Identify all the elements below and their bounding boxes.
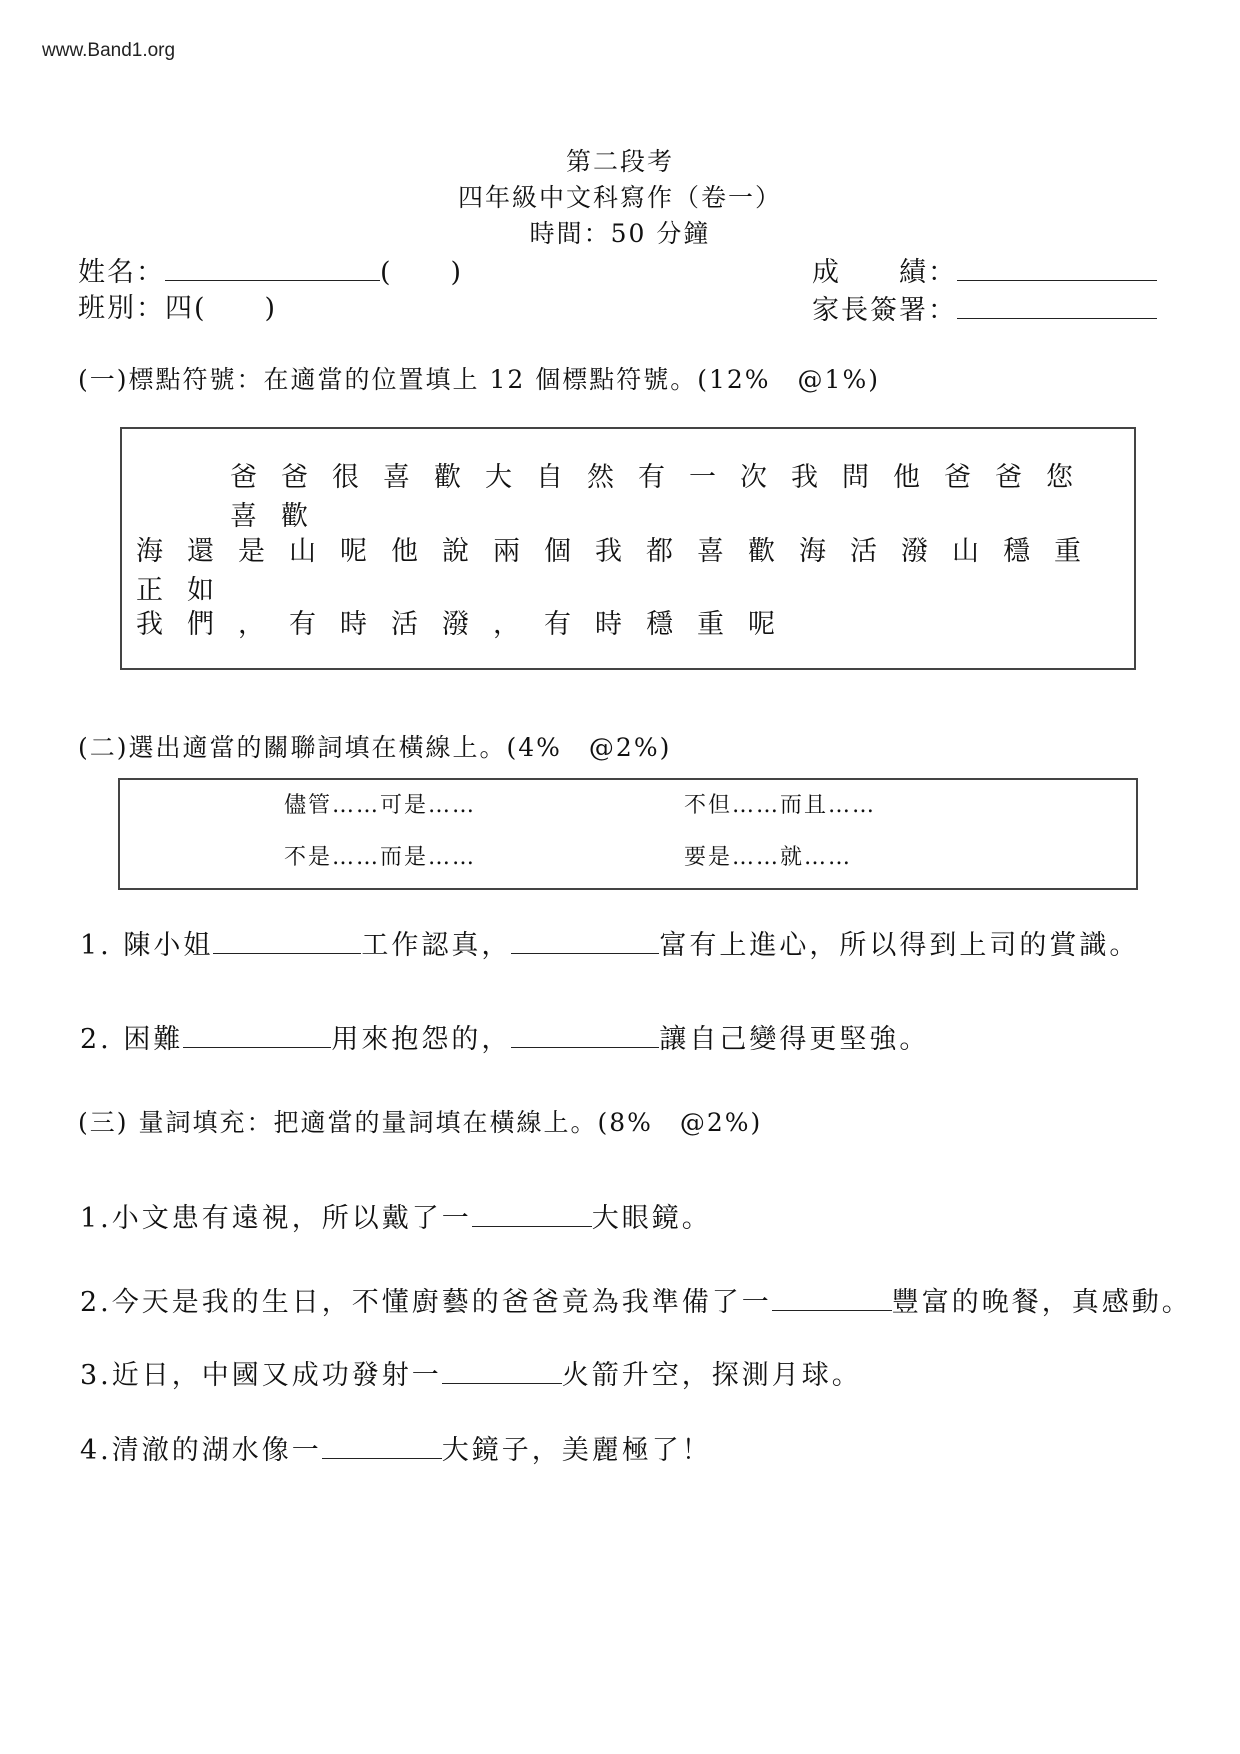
name-field[interactable] (165, 260, 380, 281)
class-label: 班別：四( ) (78, 293, 278, 324)
question-text: 火箭升空，探測月球。 (561, 1360, 862, 1391)
score-row (812, 250, 1157, 289)
answer-blank[interactable] (511, 1025, 659, 1048)
subject-title: 四年級中文科寫作（卷一） (457, 183, 782, 212)
exam-title: 第二段考 (565, 147, 674, 176)
answer-blank[interactable] (772, 1288, 892, 1311)
section2-question-2 (80, 1017, 929, 1056)
section3-question-1 (80, 1196, 712, 1235)
question-text: 2.今天是我的生日，不懂廚藝的爸爸竟為我準備了一 (80, 1287, 772, 1318)
name-label: 姓名： (78, 257, 165, 288)
question-text: 4.清澈的湖水像一 (80, 1435, 322, 1466)
conjunction-options-box (118, 778, 1138, 890)
question-text: 富有上進心，所以得到上司的賞識。 (659, 930, 1140, 961)
answer-blank[interactable] (442, 1361, 562, 1384)
question-text: 工作認真， (361, 930, 512, 961)
answer-blank[interactable] (472, 1204, 592, 1227)
section3-question-4 (80, 1428, 712, 1467)
passage-line: 海還是山呢他說兩個我都喜歡海活潑山穩重正如 (136, 536, 1105, 606)
name-row (78, 250, 463, 289)
question-text: 大鏡子，美麗極了！ (441, 1435, 712, 1466)
conjunction-option: 要是……就…… (684, 845, 853, 870)
passage-line: 我們，有時活潑，有時穩重呢 (136, 609, 799, 640)
question-text: 2. 困難 (80, 1024, 184, 1055)
answer-blank[interactable] (213, 931, 361, 954)
question-text: 豐富的晚餐，真感動。 (891, 1287, 1192, 1318)
section1-title: (一)標點符號：在適當的位置填上 12 個標點符號。(12% @1%) (78, 365, 880, 394)
score-label: 成 績： (812, 257, 957, 288)
answer-blank[interactable] (183, 1025, 331, 1048)
score-field[interactable] (957, 260, 1157, 281)
question-text: 大眼鏡。 (591, 1203, 712, 1234)
passage-line: 爸爸很喜歡大自然有一次我問他爸爸您喜歡 (230, 462, 1097, 532)
conjunction-option: 不但……而且…… (684, 793, 877, 818)
answer-blank[interactable] (322, 1436, 442, 1459)
section2-title: (二)選出適當的關聯詞填在橫線上。(4% @2%) (78, 733, 672, 762)
question-text: 3.近日，中國又成功發射一 (80, 1360, 442, 1391)
question-text: 1.小文患有遠視，所以戴了一 (80, 1203, 472, 1234)
section3-title: (三) 量詞填充：把適當的量詞填在橫線上。(8% @2%) (78, 1108, 763, 1137)
parent-signature-label: 家長簽署： (812, 295, 957, 326)
question-text: 讓自己變得更堅強。 (659, 1024, 930, 1055)
question-text: 用來抱怨的， (331, 1024, 512, 1055)
conjunction-option: 不是……而是…… (284, 845, 477, 870)
parent-signature-field[interactable] (957, 298, 1157, 319)
section3-question-2 (80, 1280, 1192, 1319)
exam-time: 時間：50 分鐘 (529, 219, 711, 248)
answer-blank[interactable] (511, 931, 659, 954)
website-watermark: www.Band1.org (42, 40, 176, 61)
question-text: 1. 陳小姐 (80, 930, 214, 961)
punctuation-passage-box (120, 427, 1136, 670)
conjunction-option: 儘管……可是…… (284, 793, 477, 818)
section2-question-1 (80, 923, 1139, 962)
parent-row (812, 288, 1157, 327)
seat-number-paren: ( ) (380, 257, 464, 288)
section3-question-3 (80, 1353, 862, 1392)
